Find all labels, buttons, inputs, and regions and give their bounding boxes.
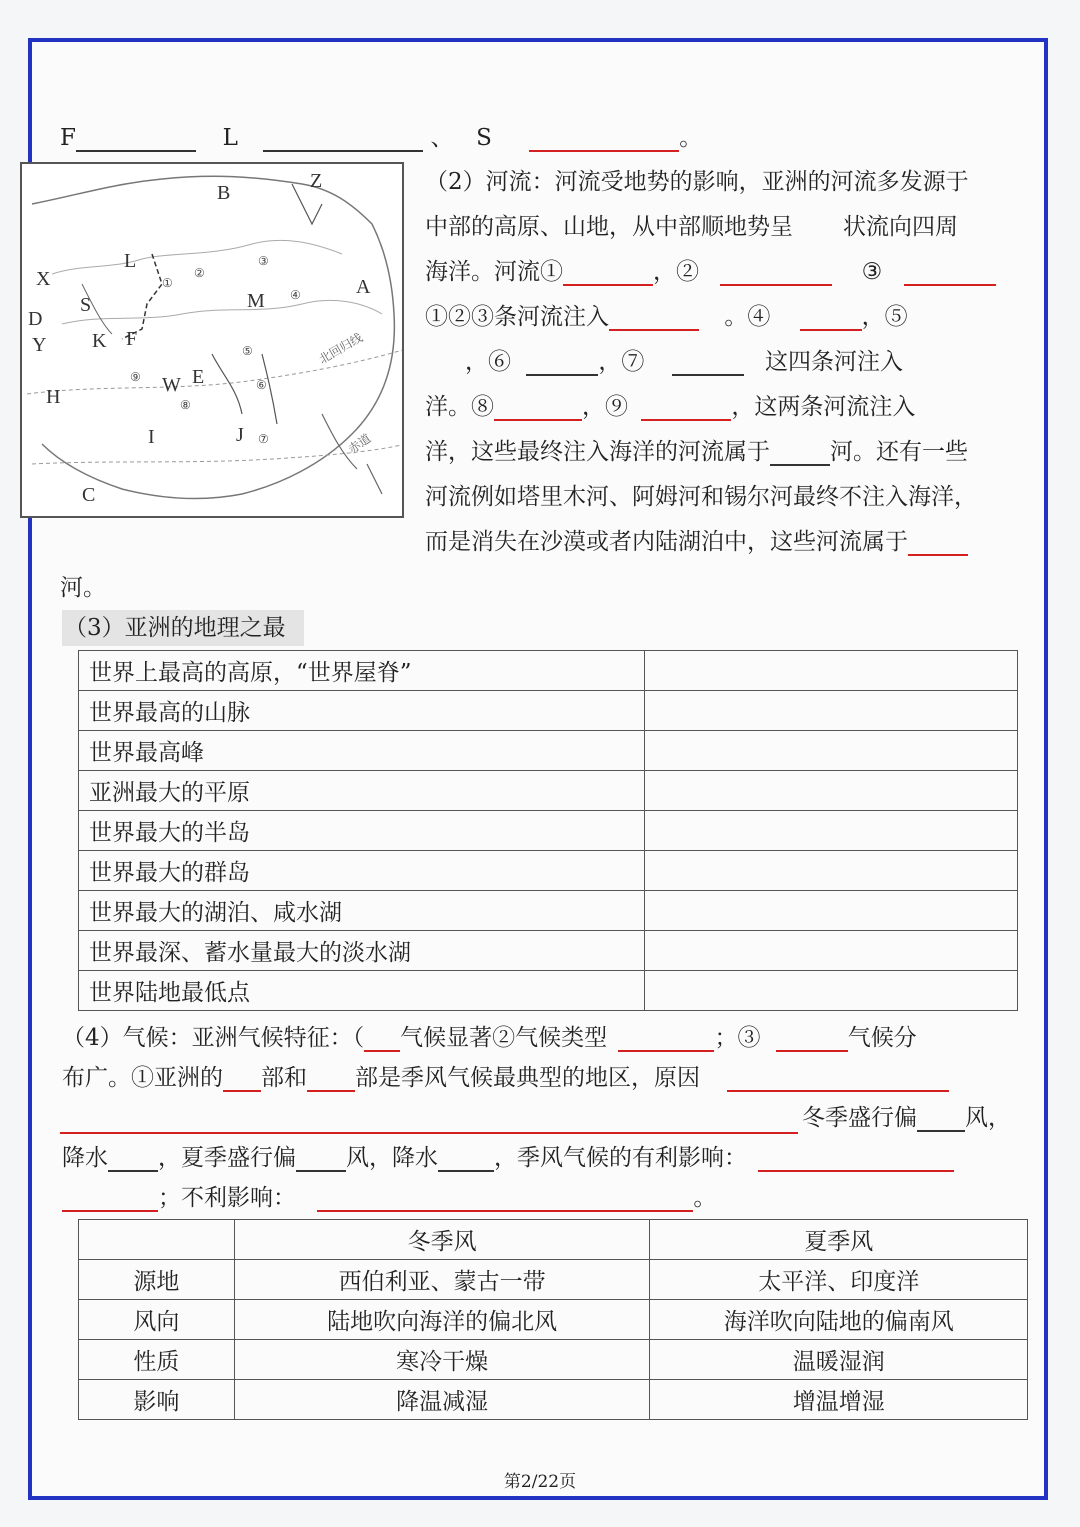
rivers-line-10: 河。: [60, 575, 106, 601]
map-outline: [22, 164, 404, 518]
table-row: [79, 891, 1018, 931]
label-l: L: [222, 125, 238, 151]
tropic-label: 北回归线: [316, 330, 366, 367]
rivers-text: ③: [861, 259, 883, 285]
record-label: 世界最高峰: [79, 731, 645, 771]
table-cell: 陆地吹向海洋的偏北风: [234, 1300, 650, 1340]
table-row: [79, 851, 1018, 891]
record-answer[interactable]: [645, 731, 1018, 771]
blank-benefit-cont[interactable]: [62, 1186, 158, 1212]
blank-river-6[interactable]: [526, 350, 598, 376]
header-cell: 夏季风: [650, 1220, 1028, 1260]
rivers-line-5: [425, 348, 903, 376]
climate-text: 气候显著②气候类型: [400, 1025, 608, 1051]
climate-text: ；不利影响：: [158, 1185, 296, 1211]
climate-line-3: [802, 1104, 1011, 1132]
blank-river-4[interactable]: [800, 305, 862, 331]
asia-map: [20, 162, 404, 518]
map-num-6: ⑥: [256, 378, 267, 392]
climate-text: 布广。①亚洲的: [62, 1065, 223, 1091]
rivers-text: ①②③条河流注入: [425, 304, 609, 330]
map-label-x: X: [36, 268, 51, 290]
blank-ocean-1[interactable]: [609, 305, 699, 331]
climate-text: （4）气候：亚洲气候特征：（: [62, 1025, 365, 1051]
map-label-s: S: [80, 294, 92, 316]
map-label-m: M: [247, 290, 265, 312]
record-label: 世界上最高的高原，“世界屋脊”: [79, 651, 645, 691]
blank-river-7[interactable]: [672, 350, 744, 376]
blank-river-3[interactable]: [904, 260, 996, 286]
record-answer[interactable]: [645, 891, 1018, 931]
rivers-text: ，⑨: [582, 394, 628, 420]
blank-climate-2[interactable]: [618, 1026, 714, 1052]
climate-line-5: [62, 1184, 716, 1212]
rivers-text: 中部的高原、山地，从中部顺地势呈: [425, 214, 793, 240]
climate-text: ；③: [714, 1025, 761, 1051]
rivers-text: 洋。⑧: [425, 394, 494, 420]
rivers-line-3: [425, 258, 996, 286]
rivers-line-9: [425, 528, 968, 556]
map-label-f: F: [126, 328, 138, 350]
climate-text: 。: [693, 1185, 717, 1211]
climate-text: 部是季风气候最典型的地区，原因: [355, 1065, 700, 1091]
blank-river-9[interactable]: [641, 395, 731, 421]
fill-line-fls: [60, 124, 702, 152]
map-num-5: ⑤: [242, 344, 253, 358]
climate-line-2: [62, 1064, 949, 1092]
record-answer[interactable]: [645, 651, 1018, 691]
table-row: [79, 1340, 1028, 1380]
rivers-text: 洋，这些最终注入海洋的河流属于: [425, 439, 770, 465]
record-answer[interactable]: [645, 931, 1018, 971]
section-3-title: （3）亚洲的地理之最: [64, 615, 286, 641]
rivers-line-8: 河流例如塔里木河、阿姆河和锡尔河最终不注入海洋，: [425, 484, 977, 510]
header-cell: [79, 1220, 235, 1260]
blank-climate-1[interactable]: [364, 1026, 400, 1052]
rivers-text: 。④: [724, 304, 771, 330]
blank-inland[interactable]: [908, 530, 968, 556]
climate-line-4: [62, 1144, 954, 1172]
map-label-a: A: [356, 276, 371, 298]
label-s: S: [476, 125, 492, 151]
table-cell: 海洋吹向陆地的偏南风: [650, 1300, 1028, 1340]
map-label-z: Z: [310, 170, 323, 192]
map-num-9: ⑨: [130, 370, 141, 384]
record-answer[interactable]: [645, 811, 1018, 851]
blank-river-2[interactable]: [720, 260, 832, 286]
blank-climate-3[interactable]: [776, 1026, 848, 1052]
climate-text: 部和: [261, 1065, 307, 1091]
map-num-4: ④: [290, 288, 301, 302]
table-cell: 西伯利亚、蒙古一带: [234, 1260, 650, 1300]
table-row: [79, 771, 1018, 811]
blank-reason[interactable]: [727, 1066, 949, 1092]
climate-text: ，夏季盛行偏: [158, 1145, 296, 1171]
row-label: 风向: [79, 1300, 235, 1340]
rivers-line-1: （2）河流：河流受地势的影响，亚洲的河流多发源于: [425, 169, 969, 195]
map-label-e: E: [192, 366, 205, 388]
blank-region-2[interactable]: [307, 1066, 355, 1092]
record-label: 亚洲最大的平原: [79, 771, 645, 811]
blank-river-5[interactable]: [425, 350, 465, 376]
monsoon-table: [78, 1219, 1028, 1420]
table-cell: 太平洋、印度洋: [650, 1260, 1028, 1300]
blank-reason-cont[interactable]: [60, 1132, 798, 1134]
table-cell: 温暖湿润: [650, 1340, 1028, 1380]
map-num-2: ②: [194, 266, 205, 280]
table-cell: 降温减湿: [234, 1380, 650, 1420]
blank-shape[interactable]: [793, 215, 843, 241]
map-label-d: D: [28, 308, 43, 330]
climate-text: 风，: [965, 1105, 1011, 1131]
rivers-text: 河。还有一些: [830, 439, 968, 465]
map-label-b: B: [217, 182, 231, 204]
map-label-k: K: [92, 330, 107, 352]
table-row: [79, 971, 1018, 1011]
map-label-j: J: [236, 424, 244, 446]
equator-label: 赤道: [345, 431, 374, 457]
record-label: 世界陆地最低点: [79, 971, 645, 1011]
table-cell: 寒冷干燥: [234, 1340, 650, 1380]
rivers-text: 这四条河注入: [764, 349, 903, 375]
blank-benefit[interactable]: [758, 1146, 954, 1172]
map-label-h: H: [46, 386, 61, 408]
rivers-text: ，这两条河流注入: [731, 394, 916, 420]
record-label: 世界最大的湖泊、咸水湖: [79, 891, 645, 931]
header-cell: 冬季风: [234, 1220, 650, 1260]
rivers-line-2: [425, 213, 958, 241]
blank-river-1[interactable]: [563, 260, 653, 286]
blank-winter-dir[interactable]: [917, 1106, 965, 1132]
table-row: [79, 651, 1018, 691]
blank-s[interactable]: [529, 126, 679, 152]
map-label-y: Y: [32, 334, 47, 356]
map-label-w: W: [162, 374, 181, 396]
rivers-text: ，⑤: [861, 304, 908, 330]
table-row: [79, 731, 1018, 771]
record-answer[interactable]: [645, 971, 1018, 1011]
rivers-text: 海洋。河流①: [425, 259, 563, 285]
row-label: 性质: [79, 1340, 235, 1380]
record-label: 世界最高的山脉: [79, 691, 645, 731]
map-num-1: ①: [162, 276, 173, 290]
blank-region-1[interactable]: [223, 1066, 261, 1092]
record-answer[interactable]: [645, 771, 1018, 811]
row-label: 源地: [79, 1260, 235, 1300]
map-label-l: L: [124, 250, 137, 272]
map-label-i: I: [148, 426, 155, 448]
blank-summer-dir[interactable]: [296, 1146, 346, 1172]
label-f: F: [60, 125, 76, 151]
table-header-row: [79, 1220, 1028, 1260]
blank-outflow[interactable]: [770, 440, 830, 466]
climate-text: 降水: [62, 1145, 108, 1171]
map-num-8: ⑧: [180, 398, 191, 412]
rivers-text: ，⑥: [465, 349, 511, 375]
records-table: [78, 650, 1018, 1011]
blank-summer-rain[interactable]: [438, 1146, 494, 1172]
record-label: 世界最深、蓄水量最大的淡水湖: [79, 931, 645, 971]
blank-harm[interactable]: [317, 1186, 693, 1212]
separator: 、: [430, 125, 454, 151]
record-label: 世界最大的群岛: [79, 851, 645, 891]
map-label-c: C: [82, 484, 96, 506]
blank-winter-rain[interactable]: [108, 1146, 158, 1172]
rivers-text: ，⑦: [598, 349, 645, 375]
map-num-7: ⑦: [258, 432, 269, 446]
rivers-text: 状流向四周: [843, 214, 958, 240]
climate-line-1: [62, 1024, 917, 1052]
table-cell: 增温增湿: [650, 1380, 1028, 1420]
climate-text: 冬季盛行偏: [802, 1105, 917, 1131]
table-row: [79, 811, 1018, 851]
climate-text: ，季风气候的有利影响：: [494, 1145, 747, 1171]
table-row: [79, 1300, 1028, 1340]
record-answer[interactable]: [645, 851, 1018, 891]
climate-text: 风，降水: [346, 1145, 438, 1171]
record-answer[interactable]: [645, 691, 1018, 731]
period: 。: [679, 125, 703, 151]
record-label: 世界最大的半岛: [79, 811, 645, 851]
blank-l[interactable]: [263, 126, 423, 152]
row-label: 影响: [79, 1380, 235, 1420]
blank-river-8[interactable]: [494, 395, 582, 421]
page-number: 第2/22页: [503, 1472, 577, 1492]
rivers-line-4: [425, 303, 908, 331]
climate-text: 气候分: [847, 1025, 917, 1051]
blank-f[interactable]: [76, 126, 196, 152]
map-num-3: ③: [258, 254, 269, 268]
rivers-line-6: [425, 393, 915, 421]
table-row: [79, 1380, 1028, 1420]
table-row: [79, 931, 1018, 971]
rivers-text: ，②: [653, 259, 699, 285]
table-row: [79, 1260, 1028, 1300]
rivers-line-7: [425, 438, 968, 466]
rivers-text: 而是消失在沙漠或者内陆湖泊中，这些河流属于: [425, 529, 908, 555]
table-row: [79, 691, 1018, 731]
